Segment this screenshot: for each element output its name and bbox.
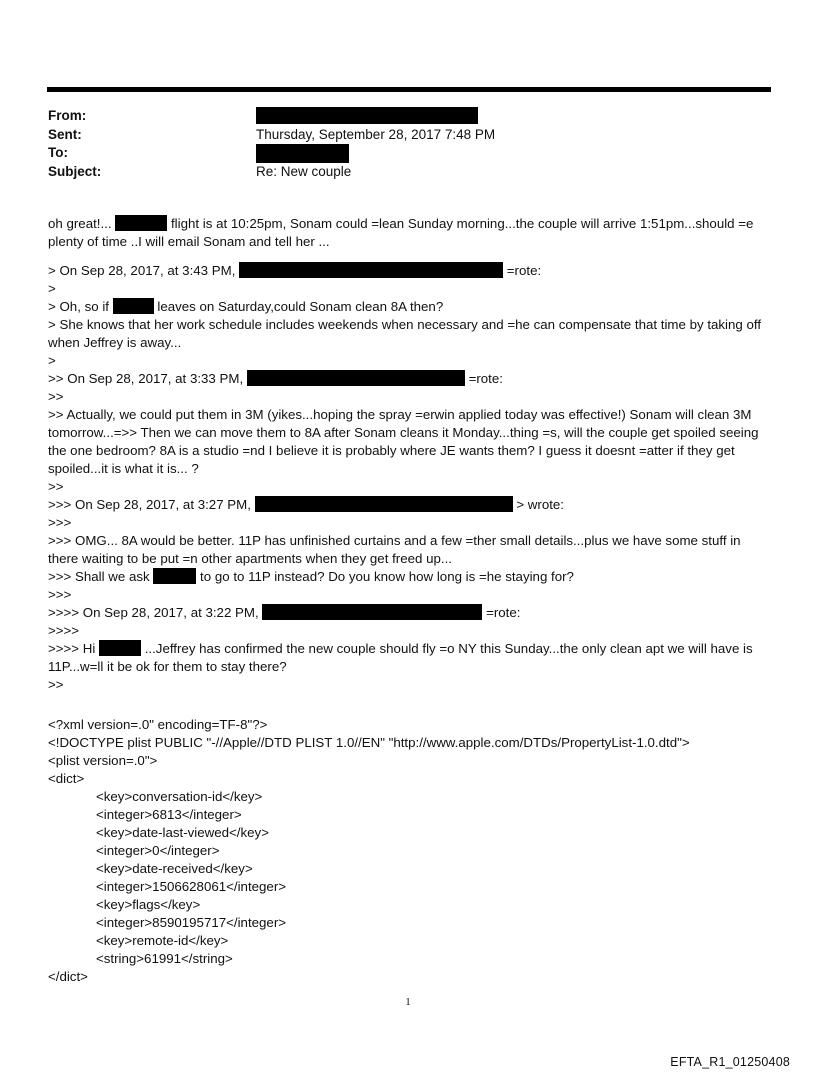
quote-text: >>>> Hi — [48, 641, 96, 656]
reply-text: oh great!... — [48, 216, 112, 231]
header-rule — [47, 87, 771, 92]
quote-header-text: =rote: — [506, 263, 542, 278]
plist-line: </dict> — [48, 969, 88, 984]
quote-paragraph — [48, 640, 770, 676]
quote-line — [48, 568, 770, 586]
quote-line: >> — [48, 479, 64, 494]
quote-header-text: >>>> On Sep 28, 2017, at 3:22 PM, — [48, 605, 259, 620]
quote-header-text: > On Sep 28, 2017, at 3:43 PM, — [48, 263, 236, 278]
quote-line: >>> — [48, 587, 72, 602]
redaction-block — [256, 144, 349, 163]
quote-header-2 — [48, 370, 770, 388]
quote-line: >>>> — [48, 623, 80, 638]
to-value — [256, 144, 349, 163]
quote-header-text: =rote: — [486, 605, 521, 620]
plist-line: <integer>1506628061</integer> — [96, 879, 287, 894]
subject-row — [48, 163, 768, 182]
quote-header-3 — [48, 496, 770, 514]
quote-line: >> — [48, 389, 64, 404]
redaction-block — [255, 496, 513, 512]
redaction-block — [256, 107, 478, 124]
quote-text: leaves on Saturday,could Sonam clean 8A then? — [157, 299, 444, 314]
quote-line: > — [48, 281, 56, 296]
plist-line: <plist version=.0"> — [48, 753, 158, 768]
plist-line: <key>date-received</key> — [96, 861, 253, 876]
email-body — [48, 215, 770, 986]
quote-line: >> — [48, 677, 64, 692]
subject-value: Re: New couple — [256, 163, 352, 179]
email-header — [48, 107, 768, 181]
subject-label: Subject: — [48, 163, 102, 179]
redaction-block — [113, 298, 154, 314]
plist-line: <?xml version=.0" encoding=TF-8"?> — [48, 717, 268, 732]
bates-number: EFTA_R1_01250408 — [670, 1055, 790, 1069]
quote-paragraph: > She knows that her work schedule includes weekends when necessary and =he can compensate that time by taking off when Jeffrey is away... — [48, 317, 762, 350]
quote-text: ...Jeffrey has confirmed the new couple should fly =o NY this Sunday...the only clean apt we will have is 11P...w=ll it be ok for them to stay there? — [48, 641, 753, 674]
sent-row — [48, 126, 768, 145]
sent-label: Sent: — [48, 126, 82, 142]
quote-header-text: =rote: — [468, 371, 503, 386]
quote-header-text: >>> On Sep 28, 2017, at 3:27 PM, — [48, 497, 251, 512]
plist-line: <key>date-last-viewed</key> — [96, 825, 269, 840]
quote-paragraph: >>> OMG... 8A would be better. 11P has unfinished curtains and a few =ther small details...plus we have some stuff in there waiting to be put =n other apartments when they get freed up... — [48, 533, 741, 566]
redaction-block — [239, 262, 503, 278]
quote-header-1 — [48, 262, 770, 280]
reply-paragraph — [48, 215, 770, 251]
reply-text: flight is at 10:25pm, Sonam could =lean Sunday morning...the couple will arrive 1:51pm...should =e plenty of time ..I will email Sonam and tell her ... — [48, 216, 754, 249]
redaction-block — [153, 568, 196, 584]
from-row — [48, 107, 768, 126]
redaction-block — [262, 604, 482, 620]
plist-line: <!DOCTYPE plist PUBLIC "-//Apple//DTD PLIST 1.0//EN" "http://www.apple.com/DTDs/PropertyList-1.0.dtd"> — [48, 735, 690, 750]
quote-line: >>> — [48, 515, 72, 530]
quote-header-text: >> On Sep 28, 2017, at 3:33 PM, — [48, 371, 244, 386]
quote-text: to go to 11P instead? Do you know how long is =he staying for? — [200, 569, 574, 584]
plist-line: <integer>6813</integer> — [96, 807, 242, 822]
plist-line: <key>remote-id</key> — [96, 933, 229, 948]
quote-text: > Oh, so if — [48, 299, 109, 314]
from-value — [256, 107, 478, 126]
redaction-block — [115, 215, 167, 231]
to-row — [48, 144, 768, 163]
quote-paragraph: >> Actually, we could put them in 3M (yikes...hoping the spray =erwin applied today was effective!) Sonam will clean 3M tomorrow...=>> Then we can move them to 8A after Sonam cleans it Monday...thing =s, will the couple get spoiled seeing the one bedroom? 8A is a studio =nd I believe it is probably where JE wants them? I guess it doesnt =atter if they get spoiled...it is what it is... ? — [48, 407, 759, 476]
quote-text: >>> Shall we ask — [48, 569, 150, 584]
quote-line: > — [48, 353, 56, 368]
plist-block — [48, 716, 770, 986]
quote-header-4 — [48, 604, 770, 622]
redaction-block — [247, 370, 465, 386]
quote-line — [48, 298, 770, 316]
page-number: 1 — [405, 996, 411, 1008]
plist-line: <dict> — [48, 771, 85, 786]
from-label: From: — [48, 108, 87, 123]
sent-value: Thursday, September 28, 2017 7:48 PM — [256, 126, 496, 142]
plist-line: <key>conversation-id</key> — [96, 789, 263, 804]
plist-line: <key>flags</key> — [96, 897, 201, 912]
plist-line: <integer>8590195717</integer> — [96, 915, 287, 930]
plist-line: <integer>0</integer> — [96, 843, 220, 858]
redaction-block — [99, 640, 141, 656]
to-label: To: — [48, 145, 68, 160]
quote-header-text: > wrote: — [516, 497, 564, 512]
plist-line: <string>61991</string> — [96, 951, 233, 966]
